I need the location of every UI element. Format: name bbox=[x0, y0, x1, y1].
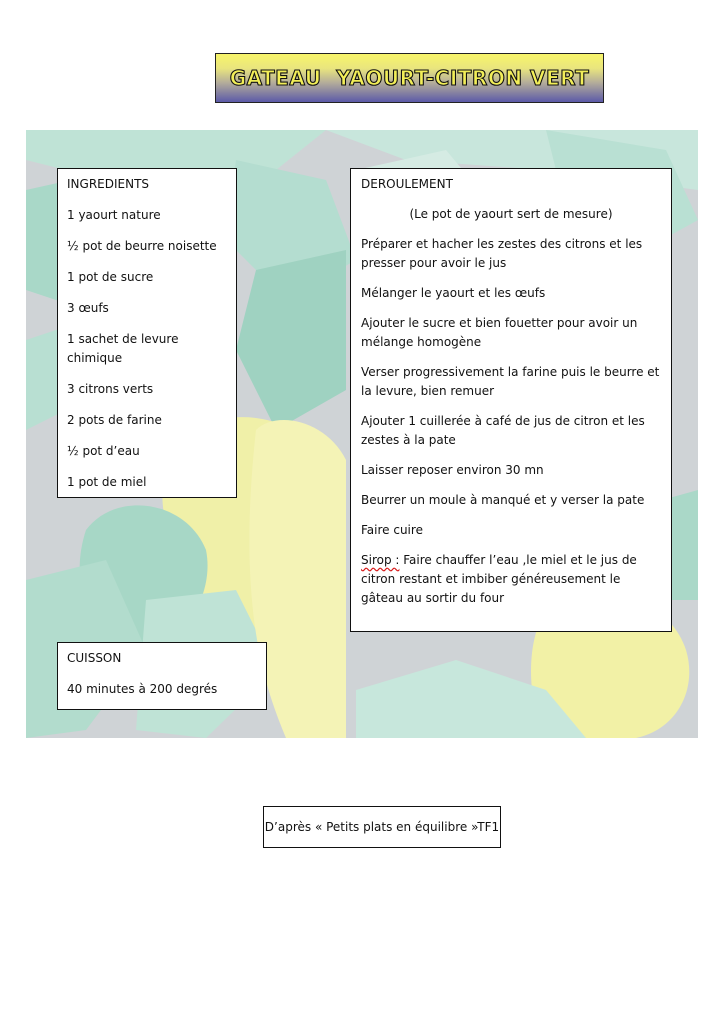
ingredient-item: 1 yaourt nature bbox=[67, 208, 161, 222]
sirop-text: Faire chauffer l’eau ,le miel et le jus de citron restant et imbiber généreusement le gâteau au sortir du four bbox=[361, 553, 637, 605]
ingredients-panel bbox=[57, 168, 237, 498]
cuisson-heading: CUISSON bbox=[67, 651, 122, 665]
ingredient-item: 1 pot de sucre bbox=[67, 270, 154, 284]
step-item: Faire cuire bbox=[361, 523, 423, 537]
ingredient-item: 3 citrons verts bbox=[67, 382, 154, 396]
sirop-label: Sirop : bbox=[361, 553, 400, 567]
deroulement-heading: DEROULEMENT bbox=[361, 177, 453, 191]
ingredient-item: ½ pot d’eau bbox=[67, 444, 140, 458]
source-box bbox=[263, 806, 501, 848]
step-item: Mélanger le yaourt et les œufs bbox=[361, 286, 546, 300]
deroulement-panel bbox=[350, 168, 672, 632]
ingredient-item: 3 œufs bbox=[67, 301, 109, 315]
step-item: Verser progressivement la farine puis le beurre et la levure, bien remuer bbox=[361, 365, 660, 398]
cuisson-text: 40 minutes à 200 degrés bbox=[67, 682, 218, 696]
measure-note: (Le pot de yaourt sert de mesure) bbox=[409, 207, 613, 221]
page-title: GATEAU YAOURT-CITRON VERT bbox=[229, 66, 590, 90]
ingredient-item: 1 sachet de levure chimique bbox=[67, 332, 179, 365]
ingredient-item: 2 pots de farine bbox=[67, 413, 162, 427]
source-text: D’après « Petits plats en équilibre »TF1 bbox=[264, 819, 500, 834]
ingredient-item: 1 pot de miel bbox=[67, 475, 147, 489]
step-item: Préparer et hacher les zestes des citrons et les presser pour avoir le jus bbox=[361, 237, 643, 270]
title-banner bbox=[215, 53, 604, 103]
ingredient-item: ½ pot de beurre noisette bbox=[67, 239, 217, 253]
sirop-step bbox=[361, 551, 661, 608]
step-item: Laisser reposer environ 30 mn bbox=[361, 463, 544, 477]
step-item: Ajouter 1 cuillerée à café de jus de citron et les zestes à la pate bbox=[361, 414, 645, 447]
ingredients-heading: INGREDIENTS bbox=[67, 177, 150, 191]
cuisson-panel bbox=[57, 642, 267, 710]
step-item: Beurrer un moule à manqué et y verser la pate bbox=[361, 493, 645, 507]
step-item: Ajouter le sucre et bien fouetter pour avoir un mélange homogène bbox=[361, 316, 638, 349]
